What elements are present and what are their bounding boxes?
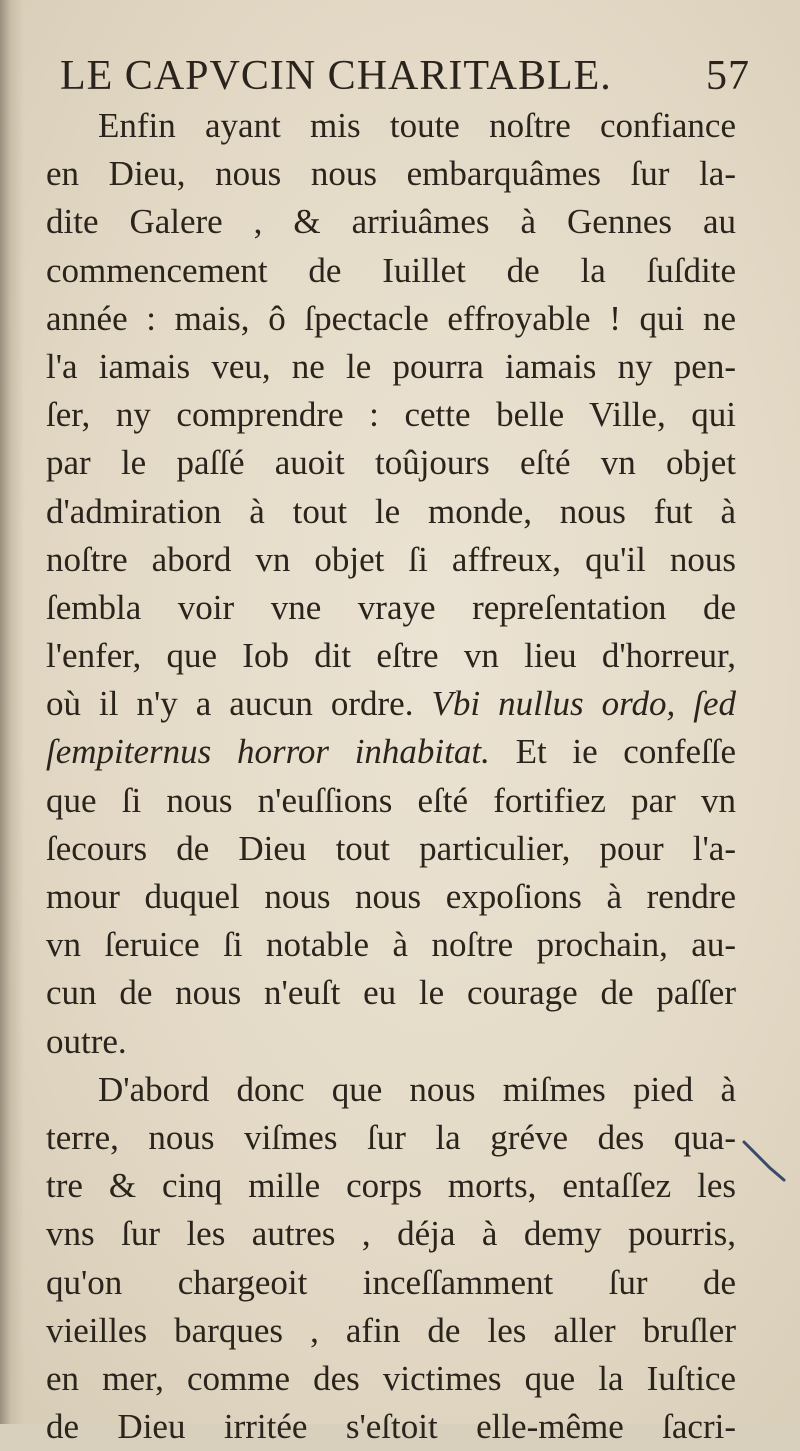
text-line-latin: [46, 728, 736, 776]
margin-pen-mark: [740, 1138, 790, 1188]
latin-quote-part-1: Vbi nullus ordo, ſed: [431, 684, 736, 724]
text-line: de Dieu irritée s'eſtoit elle-même ſacri-: [46, 1407, 736, 1447]
text-line: commencement de Iuillet de la ſuſdite: [46, 250, 736, 290]
text-line: l'enfer, que Iob dit eſtre vn lieu d'horreur,: [46, 636, 736, 676]
text-line: noſtre abord vn objet ſi affreux, qu'il nous: [46, 539, 736, 579]
text-line: ſer, ny comprendre : cette belle Ville, qui: [46, 395, 736, 435]
latin-tail: Et ie confeſſe: [515, 732, 737, 772]
text-line: cun de nous n'euſt eu le courage de paſſer: [46, 973, 736, 1013]
text-line: mour duquel nous nous expoſions à rendre: [46, 877, 736, 916]
text-line: par le paſſé auoit toûjours eſté vn objet: [46, 443, 736, 483]
text-line: dite Galere , & arriuâmes à Gennes au: [46, 202, 736, 242]
text-line: l'a iamais veu, ne le pourra iamais ny pen-: [46, 346, 736, 386]
text-line: tre & cinq mille corps morts, entaſſez les: [46, 1166, 736, 1206]
running-title: LE CAPVCIN CHARITABLE.: [60, 53, 612, 99]
page-body: [46, 102, 736, 1451]
page-number: 57: [706, 53, 750, 99]
text-line: Enfin ayant mis toute noſtre confiance: [98, 106, 736, 145]
text-line: vns ſur les autres , déja à demy pourris,: [46, 1214, 736, 1254]
text-line: outre.: [46, 1021, 127, 1061]
text-line-latin: [46, 680, 736, 728]
text-line: qu'on chargeoit inceſſamment ſur de: [46, 1262, 736, 1302]
text-line: vieilles barques , afin de les aller bruſler: [46, 1310, 736, 1350]
text-line: année : mais, ô ſpectacle effroyable ! qui ne: [46, 298, 736, 338]
text-line: en Dieu, nous nous embarquâmes ſur la-: [46, 154, 736, 194]
text-line: terre, nous viſmes ſur la gréve des qua-: [46, 1117, 736, 1157]
text-line: en mer, comme des victimes que la Iuſtice: [46, 1358, 736, 1398]
page-gutter-shadow: [0, 0, 24, 1424]
text-line: vn ſeruice ſi notable à noſtre prochain, au-: [46, 925, 736, 965]
text-line: D'abord donc que nous miſmes pied à: [98, 1069, 736, 1109]
text-line: que ſi nous n'euſſions eſté fortifiez par vn: [46, 780, 736, 820]
latin-lead: où il n'y a aucun ordre.: [46, 684, 414, 724]
text-line: d'admiration à tout le monde, nous fut à: [46, 491, 736, 531]
running-header: [60, 52, 750, 104]
text-line: ſecours de Dieu tout particulier, pour l'a-: [46, 828, 736, 868]
text-line: ſembla voir vne vraye repreſentation de: [46, 587, 736, 627]
latin-quote-part-2: ſempiternus horror inhabitat.: [46, 732, 490, 772]
